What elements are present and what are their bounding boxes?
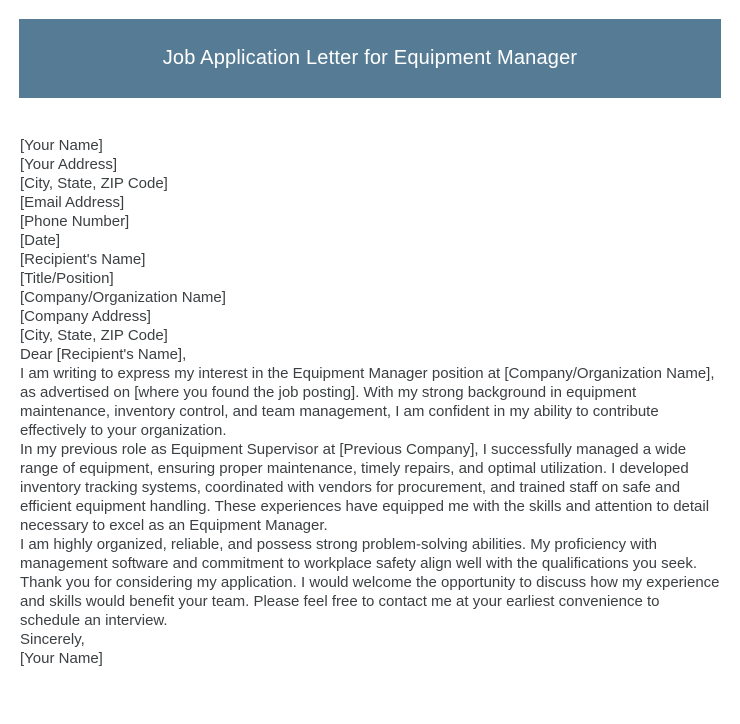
closing-signature-line: [Your Name] (20, 650, 103, 667)
document-page (0, 19, 740, 724)
paragraph-introduction: I am writing to express my interest in the Equipment Manager position at [Company/Organization Name], as advertised on [where you found the job posting]. With my strong background in equipment maintenance, inventory control, and team management, I am confident in my ability to contribute effectively to your organization. (20, 365, 715, 439)
sender-name-line: [Your Name] (20, 137, 103, 154)
paragraph-thank-you: Thank you for considering my application. I would welcome the opportunity to discuss how my experience and skills would benefit your team. Please feel free to contact me at your earliest convenience to schedule an interview. (20, 574, 720, 629)
sender-email-line: [Email Address] (20, 194, 125, 211)
company-name-line: [Company/Organization Name] (20, 289, 226, 306)
letter-body (20, 136, 720, 668)
header-band (19, 19, 721, 98)
recipient-title-line: [Title/Position] (20, 270, 114, 287)
sender-address-line: [Your Address] (20, 156, 118, 173)
page-title: Job Application Letter for Equipment Manager (162, 47, 578, 69)
company-address-line: [Company Address] (20, 308, 151, 325)
paragraph-experience: In my previous role as Equipment Supervisor at [Previous Company], I successfully managed a wide range of equipment, ensuring proper maintenance, timely repairs, and optimal utilization. I developed inventory tracking systems, coordinated with vendors for procurement, and trained staff on safe and efficient equipment handling. These experiences have equipped me with the skills and attention to detail necessary to excel as an Equipment Manager. (20, 441, 710, 534)
recipient-name-line: [Recipient's Name] (20, 251, 146, 268)
sender-phone-line: [Phone Number] (20, 213, 130, 230)
company-city-line: [City, State, ZIP Code] (20, 327, 168, 344)
date-line: [Date] (20, 232, 61, 249)
salutation-line: Dear [Recipient's Name], (20, 346, 187, 363)
closing-sincerely-line: Sincerely, (20, 631, 85, 648)
paragraph-skills: I am highly organized, reliable, and possess strong problem-solving abilities. My proficiency with management software and commitment to workplace safety align well with the qualifications you seek. (20, 536, 697, 572)
sender-city-line: [City, State, ZIP Code] (20, 175, 168, 192)
